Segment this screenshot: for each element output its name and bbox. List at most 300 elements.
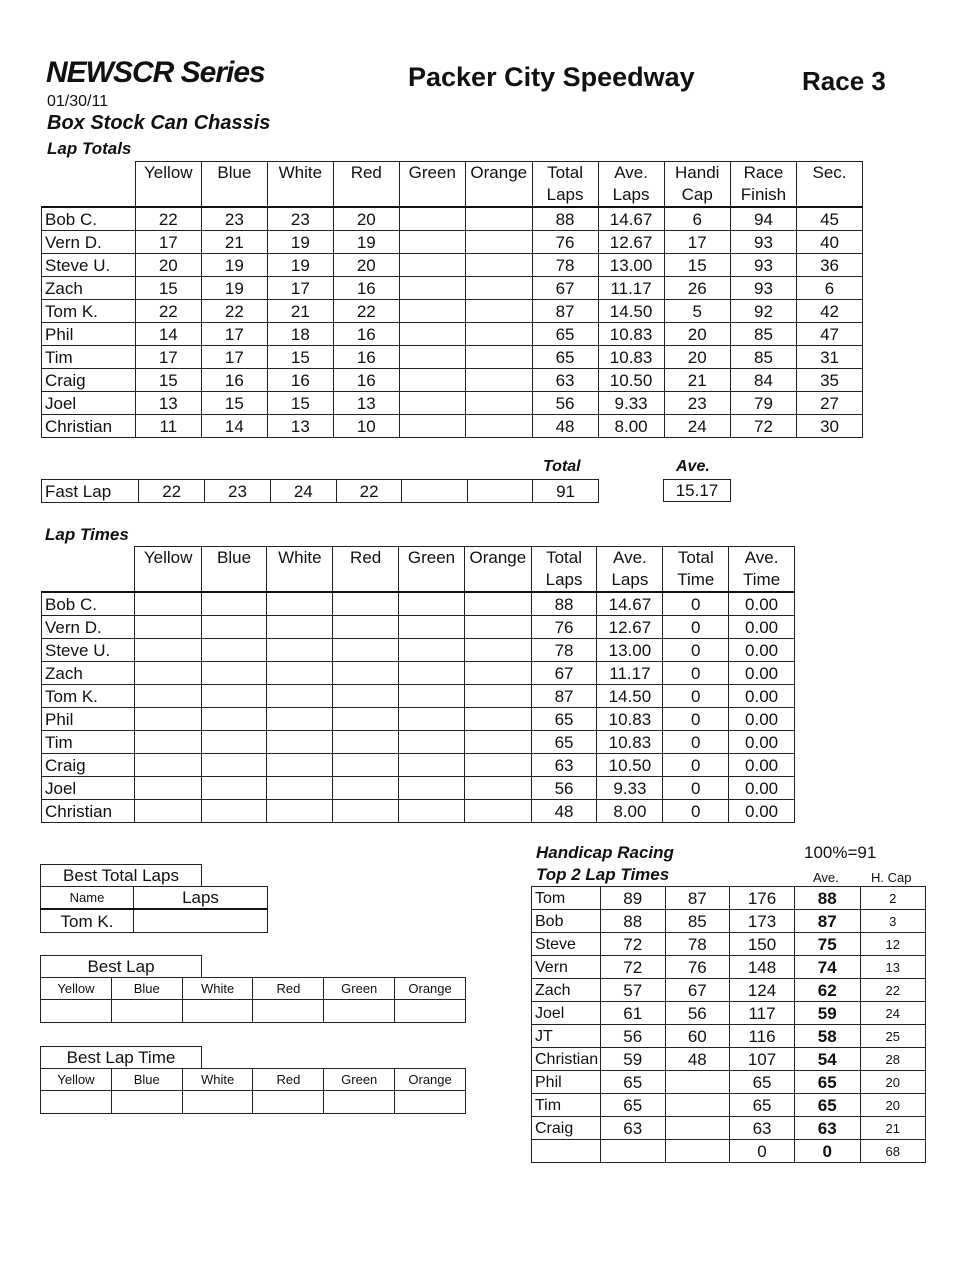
table-cell — [399, 369, 465, 392]
table-cell — [465, 800, 532, 823]
table-cell: 15 — [135, 369, 201, 392]
table-cell — [465, 708, 532, 731]
empty-cell — [253, 1000, 324, 1023]
table-cell: 40 — [797, 231, 863, 254]
empty-cell — [395, 1000, 466, 1023]
table-row — [42, 254, 863, 277]
table-cell — [399, 277, 465, 300]
driver-name: Joel — [42, 777, 135, 800]
table-cell — [465, 731, 532, 754]
table-cell — [399, 415, 465, 438]
table-cell — [398, 662, 464, 685]
table-cell: 150 — [730, 933, 795, 956]
table-cell: 88 — [794, 887, 860, 910]
best-total-laps-name: Tom K. — [41, 909, 134, 933]
table-row — [42, 392, 863, 415]
column-header: Sec. — [797, 162, 863, 208]
table-cell: 2 — [860, 887, 925, 910]
driver-name: Vern D. — [42, 231, 136, 254]
empty-cell — [253, 1091, 324, 1114]
table-cell: 10.50 — [598, 369, 664, 392]
table-cell: 20 — [135, 254, 201, 277]
table-cell — [465, 777, 532, 800]
table-cell: 19 — [333, 231, 399, 254]
fast-lap-cell: 22 — [336, 480, 402, 503]
table-cell — [398, 685, 464, 708]
empty-cell — [111, 1091, 182, 1114]
race-date: 01/30/11 — [47, 93, 109, 110]
table-cell: 78 — [532, 254, 598, 277]
driver-name: JT — [532, 1025, 601, 1048]
table-cell: 72 — [600, 933, 665, 956]
table-cell: 0.00 — [729, 616, 795, 639]
handicap-title: Handicap Racing — [536, 843, 674, 862]
table-cell — [333, 708, 399, 731]
table-cell: 89 — [600, 887, 665, 910]
driver-name: Zach — [42, 662, 135, 685]
table-cell — [398, 731, 464, 754]
table-cell: 13 — [333, 392, 399, 415]
table-cell: 17 — [201, 323, 267, 346]
table-cell: 17 — [201, 346, 267, 369]
table-cell — [333, 754, 399, 777]
driver-name: Tom K. — [42, 685, 135, 708]
table-cell: 0 — [663, 639, 729, 662]
table-cell: 28 — [860, 1048, 925, 1071]
table-cell — [135, 708, 201, 731]
table-cell: 65 — [794, 1094, 860, 1117]
table-cell: 60 — [665, 1025, 730, 1048]
table-cell: 0 — [663, 662, 729, 685]
table-cell: 45 — [797, 207, 863, 231]
handicap-ave-label: Ave. — [813, 870, 839, 885]
table-row — [42, 300, 863, 323]
table-cell — [333, 592, 399, 616]
table-cell: 56 — [531, 777, 597, 800]
table-cell: 56 — [600, 1025, 665, 1048]
series-title: NEWSCR Series — [46, 56, 265, 89]
table-cell: 76 — [532, 231, 598, 254]
table-cell: 63 — [532, 369, 598, 392]
table-cell: 63 — [531, 754, 597, 777]
table-cell: 23 — [201, 207, 267, 231]
table-row — [42, 800, 795, 823]
table-cell — [399, 392, 465, 415]
table-cell: 22 — [135, 207, 201, 231]
column-header: Orange — [465, 547, 532, 593]
fast-lap-table — [41, 479, 599, 503]
table-cell: 12 — [860, 933, 925, 956]
table-cell: 12.67 — [597, 616, 663, 639]
table-cell: 15 — [135, 277, 201, 300]
table-cell: 22 — [201, 300, 267, 323]
table-cell: 65 — [730, 1071, 795, 1094]
table-cell: 47 — [797, 323, 863, 346]
class-name: Box Stock Can Chassis — [47, 112, 271, 134]
table-cell — [201, 708, 267, 731]
table-cell — [398, 800, 464, 823]
driver-name: Tom K. — [42, 300, 136, 323]
table-cell: 62 — [794, 979, 860, 1002]
table-cell: 35 — [797, 369, 863, 392]
driver-name: Steve U. — [42, 639, 135, 662]
column-header: Green — [324, 978, 395, 1000]
table-cell: 88 — [600, 910, 665, 933]
table-cell: 87 — [794, 910, 860, 933]
table-cell: 21 — [267, 300, 333, 323]
table-cell: 0.00 — [729, 777, 795, 800]
table-cell — [398, 616, 464, 639]
table-cell: 65 — [531, 731, 597, 754]
table-cell — [333, 685, 399, 708]
driver-name: Phil — [42, 708, 135, 731]
table-cell: 65 — [532, 323, 598, 346]
best-lap-table — [40, 977, 466, 1023]
table-cell: 76 — [531, 616, 597, 639]
fast-lap-ave-value: 15.17 — [663, 479, 731, 502]
column-header: Ave. Laps — [597, 547, 663, 593]
table-cell: 19 — [201, 254, 267, 277]
column-header — [42, 547, 135, 593]
column-header: Orange — [395, 1069, 466, 1091]
table-cell: 5 — [664, 300, 730, 323]
table-cell — [398, 639, 464, 662]
column-header: Total Laps — [531, 547, 597, 593]
table-cell: 30 — [797, 415, 863, 438]
table-cell: 16 — [333, 323, 399, 346]
table-cell — [333, 662, 399, 685]
table-row — [42, 708, 795, 731]
table-cell: 88 — [531, 592, 597, 616]
driver-name — [532, 1140, 601, 1163]
best-lap-time-table — [40, 1068, 466, 1114]
table-cell — [267, 800, 333, 823]
table-cell: 24 — [664, 415, 730, 438]
column-header: Red — [333, 162, 399, 208]
table-cell: 67 — [532, 277, 598, 300]
race-number: Race 3 — [802, 66, 886, 96]
lap-times-title: Lap Times — [45, 525, 129, 544]
table-cell: 14 — [201, 415, 267, 438]
table-cell — [665, 1140, 730, 1163]
table-cell — [135, 616, 201, 639]
table-cell: 0 — [663, 731, 729, 754]
table-cell: 116 — [730, 1025, 795, 1048]
empty-cell — [324, 1091, 395, 1114]
table-row — [42, 662, 795, 685]
table-cell: 57 — [600, 979, 665, 1002]
table-cell — [399, 254, 465, 277]
table-cell: 10.83 — [598, 346, 664, 369]
table-cell: 63 — [794, 1117, 860, 1140]
table-cell: 10.50 — [597, 754, 663, 777]
table-row — [42, 277, 863, 300]
table-row — [42, 616, 795, 639]
table-cell: 72 — [600, 956, 665, 979]
fast-lap-cell: 23 — [205, 480, 271, 503]
table-row — [42, 639, 795, 662]
handicap-row — [532, 1025, 926, 1048]
table-cell: 24 — [860, 1002, 925, 1025]
table-cell — [267, 639, 333, 662]
table-cell: 21 — [860, 1117, 925, 1140]
table-cell: 15 — [267, 346, 333, 369]
driver-name: Craig — [42, 754, 135, 777]
table-cell: 19 — [267, 254, 333, 277]
driver-name: Christian — [42, 800, 135, 823]
table-cell: 16 — [333, 346, 399, 369]
table-cell — [135, 800, 201, 823]
table-cell: 15 — [201, 392, 267, 415]
table-cell: 10 — [333, 415, 399, 438]
table-cell — [398, 754, 464, 777]
table-cell: 61 — [600, 1002, 665, 1025]
table-cell: 65 — [531, 708, 597, 731]
table-cell — [398, 592, 464, 616]
column-header: White — [182, 1069, 253, 1091]
table-cell — [465, 662, 532, 685]
table-cell: 11.17 — [597, 662, 663, 685]
table-cell: 79 — [730, 392, 796, 415]
handicap-row — [532, 910, 926, 933]
table-cell — [465, 369, 532, 392]
column-header: Orange — [465, 162, 532, 208]
table-cell — [465, 616, 532, 639]
column-header: White — [182, 978, 253, 1000]
driver-name: Craig — [532, 1117, 601, 1140]
table-cell: 42 — [797, 300, 863, 323]
table-cell: 93 — [730, 254, 796, 277]
table-cell — [267, 592, 333, 616]
best-lap-title: Best Lap — [40, 955, 202, 978]
handicap-row — [532, 956, 926, 979]
lap-times-table — [41, 546, 795, 823]
table-cell: 148 — [730, 956, 795, 979]
table-row — [42, 592, 795, 616]
table-cell — [201, 592, 267, 616]
column-header: Orange — [395, 978, 466, 1000]
column-header: Handi Cap — [664, 162, 730, 208]
best-total-laps-value — [134, 909, 268, 933]
table-cell — [399, 207, 465, 231]
fast-lap-cell — [402, 480, 467, 503]
empty-cell — [111, 1000, 182, 1023]
table-cell: 0 — [794, 1140, 860, 1163]
table-cell — [267, 731, 333, 754]
table-cell: 13.00 — [597, 639, 663, 662]
table-cell: 56 — [665, 1002, 730, 1025]
table-cell: 63 — [730, 1117, 795, 1140]
handicap-row — [532, 933, 926, 956]
driver-name: Joel — [532, 1002, 601, 1025]
table-cell: 3 — [860, 910, 925, 933]
track-name: Packer City Speedway — [408, 62, 695, 92]
table-cell: 22 — [135, 300, 201, 323]
table-cell — [665, 1094, 730, 1117]
fast-lap-cell: 22 — [139, 480, 205, 503]
table-cell: 67 — [531, 662, 597, 685]
driver-name: Phil — [532, 1071, 601, 1094]
table-cell: 65 — [600, 1071, 665, 1094]
table-cell: 23 — [664, 392, 730, 415]
table-cell — [600, 1140, 665, 1163]
table-cell: 0 — [663, 754, 729, 777]
table-cell: 13 — [135, 392, 201, 415]
column-header: Yellow — [41, 978, 112, 1000]
table-cell — [465, 685, 532, 708]
column-header: Red — [333, 547, 399, 593]
table-cell — [135, 754, 201, 777]
table-cell — [333, 731, 399, 754]
driver-name: Bob C. — [42, 592, 135, 616]
handicap-row — [532, 1002, 926, 1025]
empty-cell — [395, 1091, 466, 1114]
table-cell: 14.50 — [597, 685, 663, 708]
table-row — [42, 415, 863, 438]
table-cell: 65 — [600, 1094, 665, 1117]
table-cell: 107 — [730, 1048, 795, 1071]
table-cell — [665, 1117, 730, 1140]
table-cell: 56 — [532, 392, 598, 415]
driver-name: Tom — [532, 887, 601, 910]
table-cell — [135, 731, 201, 754]
table-row — [42, 323, 863, 346]
table-cell: 13 — [267, 415, 333, 438]
table-cell — [201, 731, 267, 754]
column-header: Total Time — [663, 547, 729, 593]
table-cell: 13.00 — [598, 254, 664, 277]
column-header: Green — [398, 547, 464, 593]
column-header: White — [267, 547, 333, 593]
column-header: Green — [324, 1069, 395, 1091]
table-cell: 94 — [730, 207, 796, 231]
table-cell: 21 — [664, 369, 730, 392]
table-cell: 85 — [730, 323, 796, 346]
table-cell: 10.83 — [597, 731, 663, 754]
table-cell: 0 — [663, 616, 729, 639]
table-cell: 8.00 — [598, 415, 664, 438]
table-cell: 76 — [665, 956, 730, 979]
table-cell: 25 — [860, 1025, 925, 1048]
table-cell: 173 — [730, 910, 795, 933]
best-total-laps-name-header: Name — [41, 887, 134, 910]
table-cell — [201, 800, 267, 823]
fast-lap-total-label: Total — [543, 458, 581, 475]
column-header: Red — [253, 978, 324, 1000]
table-cell — [465, 346, 532, 369]
table-cell: 117 — [730, 1002, 795, 1025]
driver-name: Tim — [532, 1094, 601, 1117]
column-header: Total Laps — [532, 162, 598, 208]
table-cell: 0 — [663, 685, 729, 708]
table-cell — [465, 231, 532, 254]
table-cell: 0.00 — [729, 800, 795, 823]
table-cell: 10.83 — [598, 323, 664, 346]
table-cell — [333, 777, 399, 800]
driver-name: Phil — [42, 323, 136, 346]
table-cell — [465, 323, 532, 346]
table-cell: 67 — [665, 979, 730, 1002]
table-cell: 54 — [794, 1048, 860, 1071]
table-cell: 0.00 — [729, 685, 795, 708]
table-cell — [399, 300, 465, 323]
table-row — [42, 207, 863, 231]
table-cell: 16 — [201, 369, 267, 392]
fast-lap-ave-label: Ave. — [676, 458, 710, 475]
table-cell: 8.00 — [597, 800, 663, 823]
table-cell: 14.67 — [598, 207, 664, 231]
table-cell: 65 — [532, 346, 598, 369]
table-cell: 20 — [860, 1094, 925, 1117]
table-cell: 0 — [663, 800, 729, 823]
table-cell: 10.83 — [597, 708, 663, 731]
table-cell: 16 — [333, 369, 399, 392]
table-cell: 78 — [665, 933, 730, 956]
table-cell: 176 — [730, 887, 795, 910]
table-row — [42, 369, 863, 392]
table-cell: 0 — [663, 777, 729, 800]
table-cell: 124 — [730, 979, 795, 1002]
table-cell: 19 — [201, 277, 267, 300]
table-cell: 22 — [333, 300, 399, 323]
table-cell — [135, 685, 201, 708]
table-row — [42, 731, 795, 754]
driver-name: Christian — [532, 1048, 601, 1071]
table-cell: 23 — [267, 207, 333, 231]
table-cell: 48 — [665, 1048, 730, 1071]
handicap-row — [532, 1071, 926, 1094]
table-cell: 84 — [730, 369, 796, 392]
driver-name: Zach — [532, 979, 601, 1002]
table-cell: 22 — [860, 979, 925, 1002]
table-cell: 36 — [797, 254, 863, 277]
table-row — [42, 685, 795, 708]
lap-totals-table — [41, 161, 863, 438]
column-header: Ave. Laps — [598, 162, 664, 208]
table-cell — [465, 300, 532, 323]
empty-cell — [182, 1000, 253, 1023]
driver-name: Craig — [42, 369, 136, 392]
table-cell: 85 — [730, 346, 796, 369]
handicap-hcap-label: H. Cap — [871, 870, 912, 885]
empty-cell — [324, 1000, 395, 1023]
column-header: Ave. Time — [729, 547, 795, 593]
best-lap-time-title: Best Lap Time — [40, 1046, 202, 1069]
table-cell: 20 — [860, 1071, 925, 1094]
table-cell: 16 — [267, 369, 333, 392]
table-cell — [201, 616, 267, 639]
table-cell: 48 — [531, 800, 597, 823]
table-row — [42, 777, 795, 800]
driver-name: Christian — [42, 415, 136, 438]
table-cell — [135, 777, 201, 800]
driver-name: Vern D. — [42, 616, 135, 639]
table-cell: 11 — [135, 415, 201, 438]
driver-name: Steve — [532, 933, 601, 956]
table-cell: 72 — [730, 415, 796, 438]
column-header: Green — [399, 162, 465, 208]
table-cell — [465, 207, 532, 231]
table-cell: 6 — [664, 207, 730, 231]
lap-totals-title: Lap Totals — [47, 139, 132, 158]
driver-name: Tim — [42, 346, 136, 369]
table-cell — [267, 616, 333, 639]
table-cell — [201, 777, 267, 800]
column-header: Race Finish — [730, 162, 796, 208]
table-cell: 78 — [531, 639, 597, 662]
table-cell: 6 — [797, 277, 863, 300]
table-cell: 13 — [860, 956, 925, 979]
